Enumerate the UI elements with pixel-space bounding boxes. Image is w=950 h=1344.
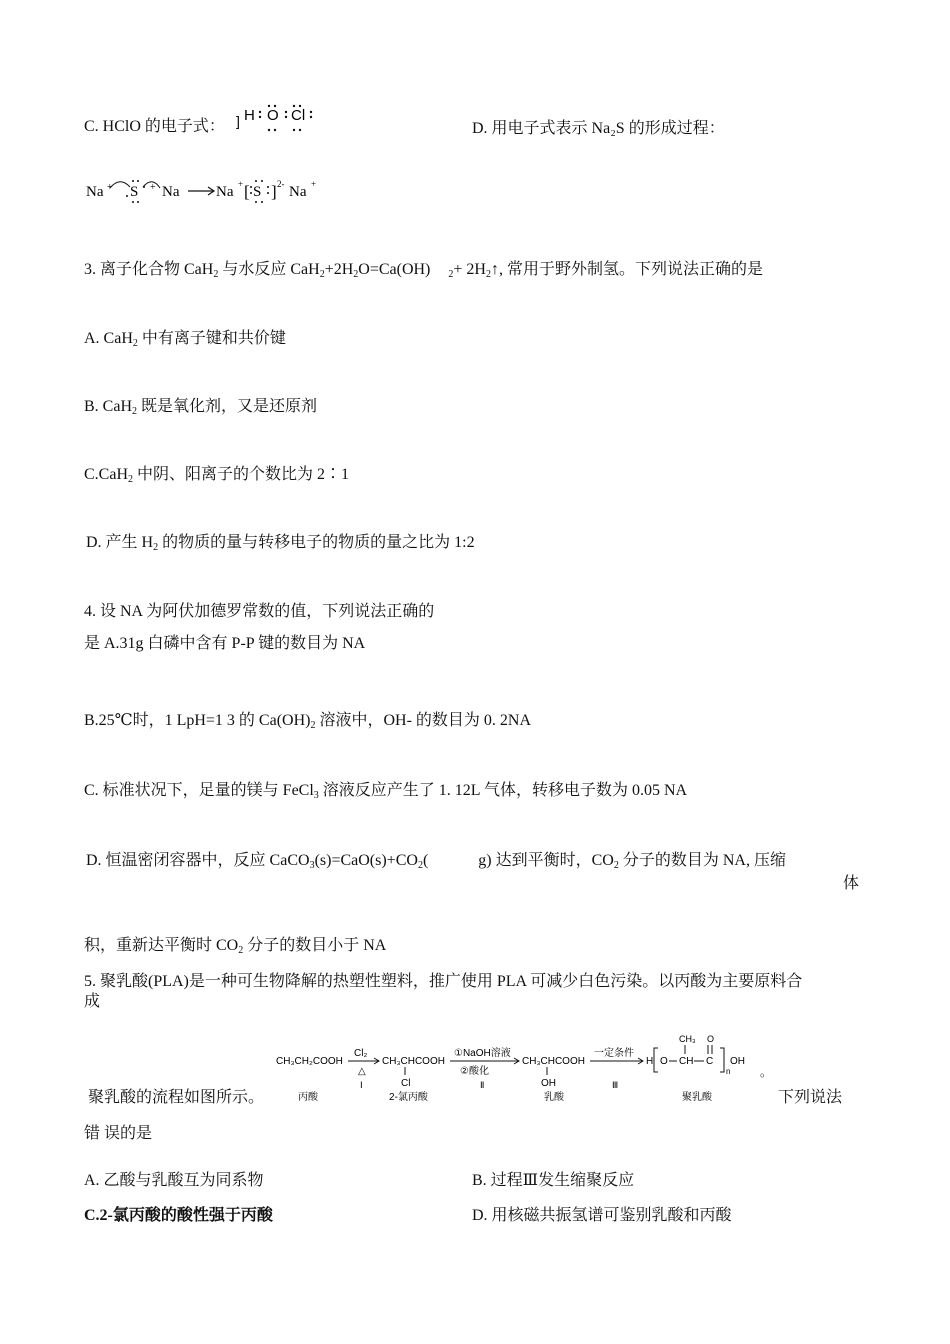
svg-text:Na: Na xyxy=(289,184,307,200)
svg-text:OH: OH xyxy=(730,1056,745,1067)
q4-stem-line1: 4. 设 NA 为阿伏加德罗常数的值，下列说法正确的 xyxy=(84,603,435,620)
q5-option-b: B. 过程Ⅲ发生缩聚反应 xyxy=(472,1172,635,1189)
svg-text:+: + xyxy=(311,179,317,189)
svg-text:H: H xyxy=(646,1056,654,1067)
svg-text:Ⅲ: Ⅲ xyxy=(612,1080,619,1090)
svg-text:S: S xyxy=(253,184,262,200)
q3-stem: 3. 离子化合物 CaH$_2$ 与水反应 $CaH_2+2H_2O=Ca(OH)$ $_2+ 2H_2↑$, 常用于野外制氢。下列说法正确的是 xyxy=(84,261,763,280)
hclo-o: O xyxy=(267,107,279,124)
svg-text:Na: Na xyxy=(86,184,104,200)
svg-text:△: △ xyxy=(358,1066,366,1077)
svg-text:O: O xyxy=(707,1034,715,1044)
hclo-h: H xyxy=(244,107,255,124)
svg-text:①NaOH溶液: ①NaOH溶液 xyxy=(454,1048,511,1059)
q2-option-d: D. 用电子式表示 Na₂S 的形成过程： xyxy=(472,120,725,137)
q4-stem-line2: 是 A.31g 白磷中含有 P-P 键的数目为 NA xyxy=(84,635,366,652)
svg-text:OH: OH xyxy=(541,1078,556,1089)
svg-text:]: ] xyxy=(271,182,277,201)
svg-text:CH₃: CH₃ xyxy=(679,1034,696,1044)
pla-synthesis-scheme xyxy=(274,1030,774,1110)
svg-text:S: S xyxy=(130,184,139,200)
svg-text:C: C xyxy=(706,1056,714,1067)
svg-text:Na: Na xyxy=(162,184,180,200)
q4-option-d: D. 恒温密闭容器中，反应 $CaCO_3(s)=CaO(s)+CO_2$( g) 达到平衡时，$CO_2$ 分子的数目为 NA, 压缩 xyxy=(86,852,786,871)
svg-text:+: + xyxy=(107,182,113,193)
svg-text:Cl₂: Cl₂ xyxy=(354,1048,368,1059)
svg-text:CH₃CHCOOH: CH₃CHCOOH xyxy=(522,1056,585,1067)
q4-option-d-wrap: 体 xyxy=(843,875,860,892)
svg-text:Cl: Cl xyxy=(401,1078,411,1089)
hclo-bracket: ] xyxy=(236,113,240,129)
svg-text:乳酸: 乳酸 xyxy=(544,1092,564,1103)
q5-option-a: A. 乙酸与乳酸互为同系物 xyxy=(84,1172,264,1189)
svg-text:2-: 2- xyxy=(277,179,285,189)
svg-text:n: n xyxy=(726,1067,731,1076)
svg-text:②酸化: ②酸化 xyxy=(460,1066,489,1077)
hclo-cl: Cl xyxy=(291,107,306,124)
svg-text:Ⅱ: Ⅱ xyxy=(480,1080,485,1090)
svg-text:Na: Na xyxy=(216,184,234,200)
svg-text:O: O xyxy=(660,1056,668,1067)
svg-text:CH₃CH₂COOH: CH₃CH₂COOH xyxy=(276,1056,343,1067)
svg-text:。: 。 xyxy=(760,1065,773,1079)
q2-option-c: C. HClO 的电子式： xyxy=(84,118,225,135)
hclo-electron-formula xyxy=(236,104,316,140)
svg-text:CH: CH xyxy=(679,1056,694,1067)
q3-option-d: D. 产生 $H_2$ 的物质的量与转移电子的物质的量之比为 1:2 xyxy=(86,534,475,553)
na2s-formation-diagram xyxy=(86,176,326,206)
q5-option-c: C.2-氯丙酸的酸性强于丙酸 xyxy=(84,1207,273,1224)
svg-text:一定条件: 一定条件 xyxy=(594,1048,634,1059)
svg-text:丙酸: 丙酸 xyxy=(298,1092,318,1103)
svg-text:Ⅰ: Ⅰ xyxy=(360,1080,363,1090)
svg-text:[: [ xyxy=(244,182,250,201)
q5-tail-text: 下列说法 xyxy=(778,1089,843,1106)
svg-text:聚乳酸: 聚乳酸 xyxy=(682,1092,712,1103)
svg-text:+: + xyxy=(150,182,156,193)
svg-text:2-氯丙酸: 2-氯丙酸 xyxy=(389,1092,428,1103)
q5-stem-line3: 错 误的是 xyxy=(84,1125,153,1142)
q3-option-b: B. CaH$_2$ 既是氧化剂，又是还原剂 xyxy=(84,398,318,417)
q4-option-b: B.25℃时，1 LpH=1 3 的 $Ca(OH)_2$ 溶液中，OH- 的数目为 0. 2NA xyxy=(84,712,532,731)
q5-stem-line1: 5. 聚乳酸(PLA)是一种可生物降解的热塑性塑料，推广使用 PLA 可减少白色污染。以丙酸为主要原料合 xyxy=(84,973,803,990)
q5-stem-line2: 成 xyxy=(84,993,101,1010)
q4-option-d-continued: 积，重新达平衡时 $CO_2$ 分子的数目小于 NA xyxy=(84,937,387,956)
svg-text:+: + xyxy=(238,179,244,189)
q3-option-a: A. CaH$_2$ 中有离子键和共价键 xyxy=(84,330,286,349)
svg-text:CH₃CHCOOH: CH₃CHCOOH xyxy=(382,1056,445,1067)
q5-option-d: D. 用核磁共振氢谱可鉴别乳酸和丙酸 xyxy=(472,1207,732,1224)
q5-lead-text: 聚乳酸的流程如图所示。 xyxy=(88,1089,265,1106)
q4-option-c: C. 标准状况下，足量的镁与 FeCl$_3$ 溶液反应产生了 1. 12L 气体，转移电子数为 0.05 NA xyxy=(84,782,688,801)
q3-option-c: C.CaH$_2$ 中阴、阳离子的个数比为 2∶1 xyxy=(84,466,350,485)
